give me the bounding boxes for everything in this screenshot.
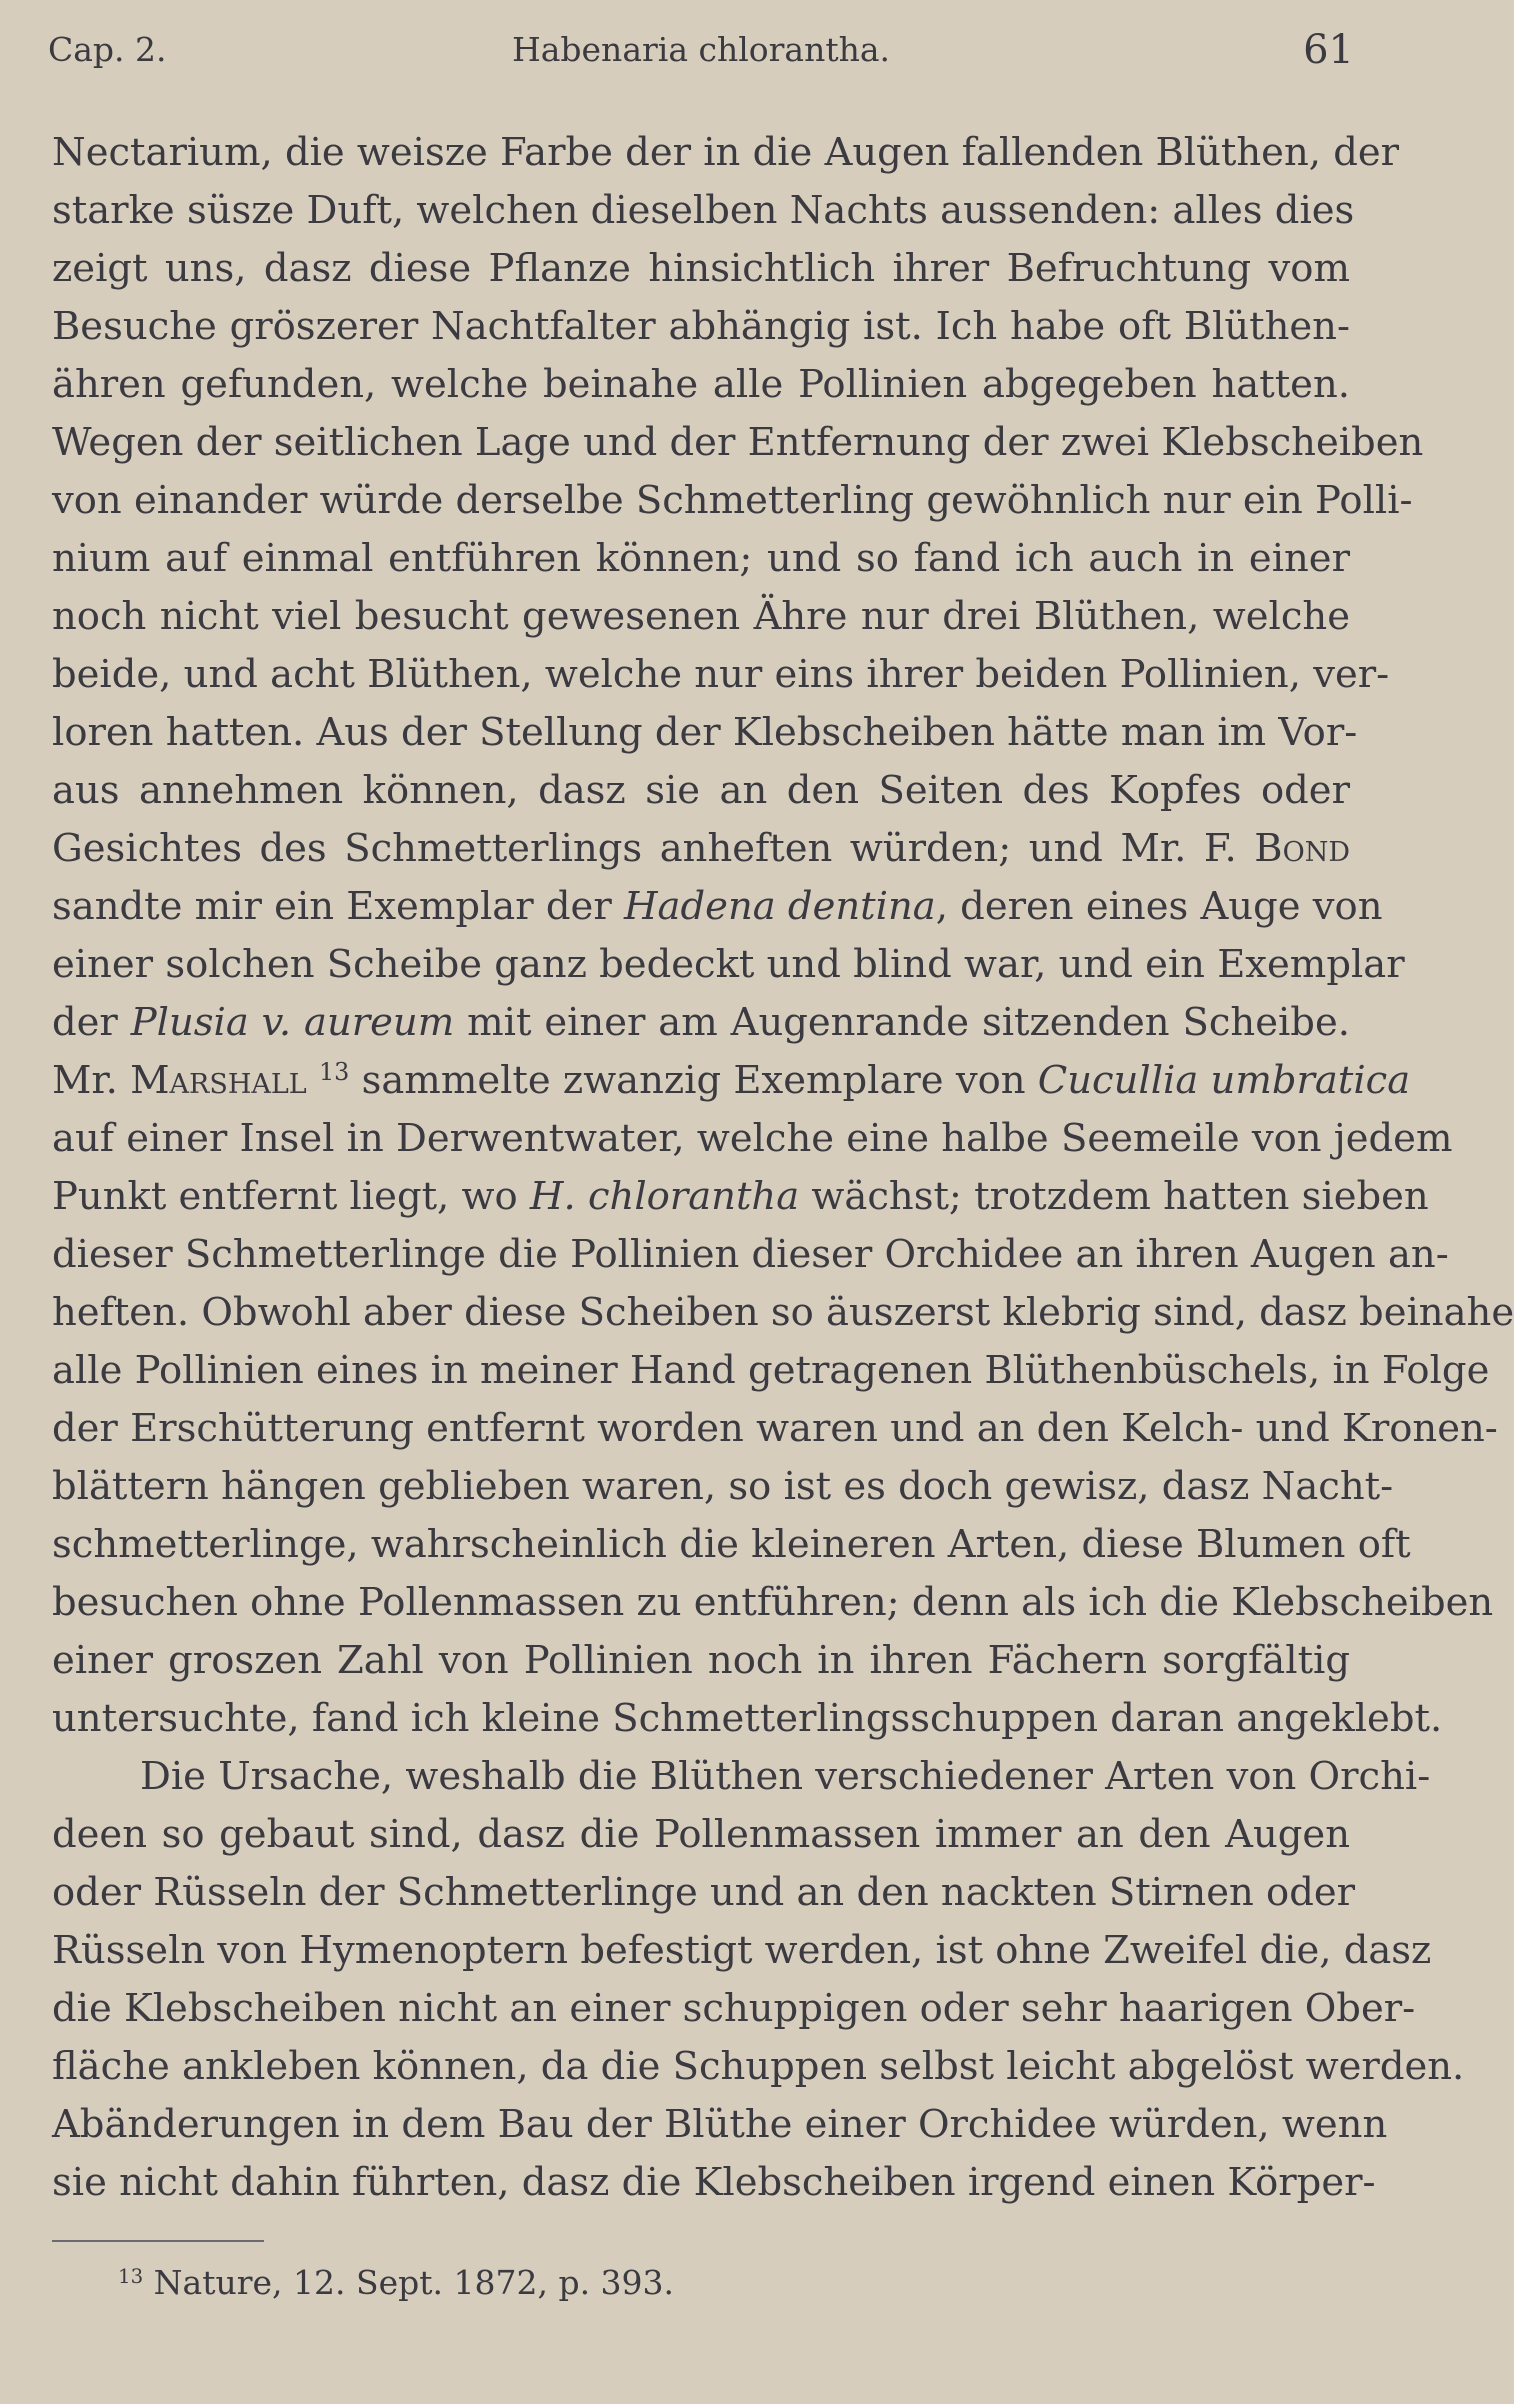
text-line: alle Pollinien eines in meiner Hand getragenen Blüthenbüschels, in Folge <box>52 1348 1490 1393</box>
person-name: Marshall <box>130 1058 307 1103</box>
text-line: ähren gefunden, welche beinahe alle Pollinien abgegeben hatten. <box>52 362 1350 407</box>
text-line: heften. Obwohl aber diese Scheiben so äuszerst klebrig sind, dasz beinahe <box>52 1290 1514 1335</box>
text-line: der Plusia v. aureum mit einer am Augenrande sitzenden Scheibe. <box>52 1000 1350 1045</box>
text-line: fläche ankleben können, da die Schuppen selbst leicht abgelöst werden. <box>52 2044 1465 2089</box>
text-line: loren hatten. Aus der Stellung der Klebscheiben hätte man im Vor- <box>52 710 1358 755</box>
text-line: schmetterlinge, wahrscheinlich die kleineren Arten, diese Blumen oft <box>52 1522 1411 1567</box>
running-header <box>48 28 1354 84</box>
text-line: sie nicht dahin führten, dasz die Klebscheiben irgend einen Körper- <box>52 2160 1376 2205</box>
footnote-marker: 13 <box>118 2265 144 2289</box>
footnote <box>118 2261 674 2305</box>
footnote-divider <box>52 2240 264 2242</box>
chapter-label: Cap. 2. <box>48 30 167 69</box>
species-name: H. chlorantha <box>529 1174 800 1219</box>
species-name: Cucullia umbratica <box>1037 1058 1411 1103</box>
text-line: deen so gebaut sind, dasz die Pollenmassen immer an den Augen <box>52 1812 1350 1857</box>
text-line: untersuchte, fand ich kleine Schmetterlingsschuppen daran angeklebt. <box>52 1696 1443 1741</box>
species-name: Plusia v. aureum <box>130 1000 455 1045</box>
text-line: von einander würde derselbe Schmetterling gewöhnlich nur ein Polli- <box>52 478 1413 523</box>
text-line: Nectarium, die weisze Farbe der in die Augen fallenden Blüthen, der <box>52 130 1400 175</box>
text-line: zeigt uns, dasz diese Pflanze hinsichtlich ihrer Befruchtung vom <box>52 246 1350 291</box>
text-line: Wegen der seitlichen Lage und der Entfernung der zwei Klebscheiben <box>52 420 1424 465</box>
text-line: besuchen ohne Pollenmassen zu entführen; denn als ich die Klebscheiben <box>52 1580 1494 1625</box>
text-line: auf einer Insel in Derwentwater, welche eine halbe Seemeile von jedem <box>52 1116 1453 1161</box>
species-name: Hadena dentina <box>623 884 936 929</box>
text-line: beide, und acht Blüthen, welche nur eins ihrer beiden Pollinien, ver- <box>52 652 1390 697</box>
text-line: aus annehmen können, dasz sie an den Seiten des Kopfes oder <box>52 768 1350 813</box>
text-line: starke süsze Duft, welchen dieselben Nachts aussenden: alles dies <box>52 188 1355 233</box>
text-line: einer solchen Scheibe ganz bedeckt und blind war, und ein Exemplar <box>52 942 1405 987</box>
text-line: Abänderungen in dem Bau der Blüthe einer Orchidee würden, wenn <box>52 2102 1388 2147</box>
text-line: die Klebscheiben nicht an einer schuppigen oder sehr haarigen Ober- <box>52 1986 1416 2031</box>
text-line: Rüsseln von Hymenoptern befestigt werden, ist ohne Zweifel die, dasz <box>52 1928 1432 1973</box>
footnote-reference: 13 <box>318 1057 350 1086</box>
text-line: Besuche gröszerer Nachtfalter abhängig ist. Ich habe oft Blüthen- <box>52 304 1350 349</box>
text-line: noch nicht viel besucht gewesenen Ähre nur drei Blüthen, welche <box>52 594 1350 639</box>
text-line: Gesichtes des Schmetterlings anheften würden; und Mr. F. Bond <box>52 826 1350 871</box>
text-line: sandte mir ein Exemplar der Hadena dentina, deren eines Auge von <box>52 884 1383 929</box>
person-name: Bond <box>1254 826 1350 871</box>
text-line: dieser Schmetterlinge die Pollinien dieser Orchidee an ihren Augen an- <box>52 1232 1449 1277</box>
text-line: nium auf einmal entführen können; und so fand ich auch in einer <box>52 536 1350 581</box>
text-line: Punkt entfernt liegt, wo H. chlorantha wächst; trotzdem hatten sieben <box>52 1174 1429 1219</box>
main-text <box>52 124 1514 2212</box>
text-line: einer groszen Zahl von Pollinien noch in ihren Fächern sorgfältig <box>52 1638 1350 1683</box>
text-line: Mr. Marshall $^{13}$ sammelte zwanzig Exemplare von Cucullia umbratica <box>52 1057 1411 1103</box>
text-line: oder Rüsseln der Schmetterlinge und an den nackten Stirnen oder <box>52 1870 1356 1915</box>
text-line: Die Ursache, weshalb die Blüthen verschiedener Arten von Orchi- <box>140 1754 1431 1799</box>
page-number: 61 <box>1303 27 1354 73</box>
running-title: Habenaria chlorantha. <box>511 30 891 69</box>
text-line: der Erschütterung entfernt worden waren und an den Kelch- und Kronen- <box>52 1406 1498 1451</box>
text-line: blättern hängen geblieben waren, so ist es doch gewisz, dasz Nacht- <box>52 1464 1394 1509</box>
footnote-text: Nature, 12. Sept. 1872, p. 393. <box>143 2263 675 2302</box>
